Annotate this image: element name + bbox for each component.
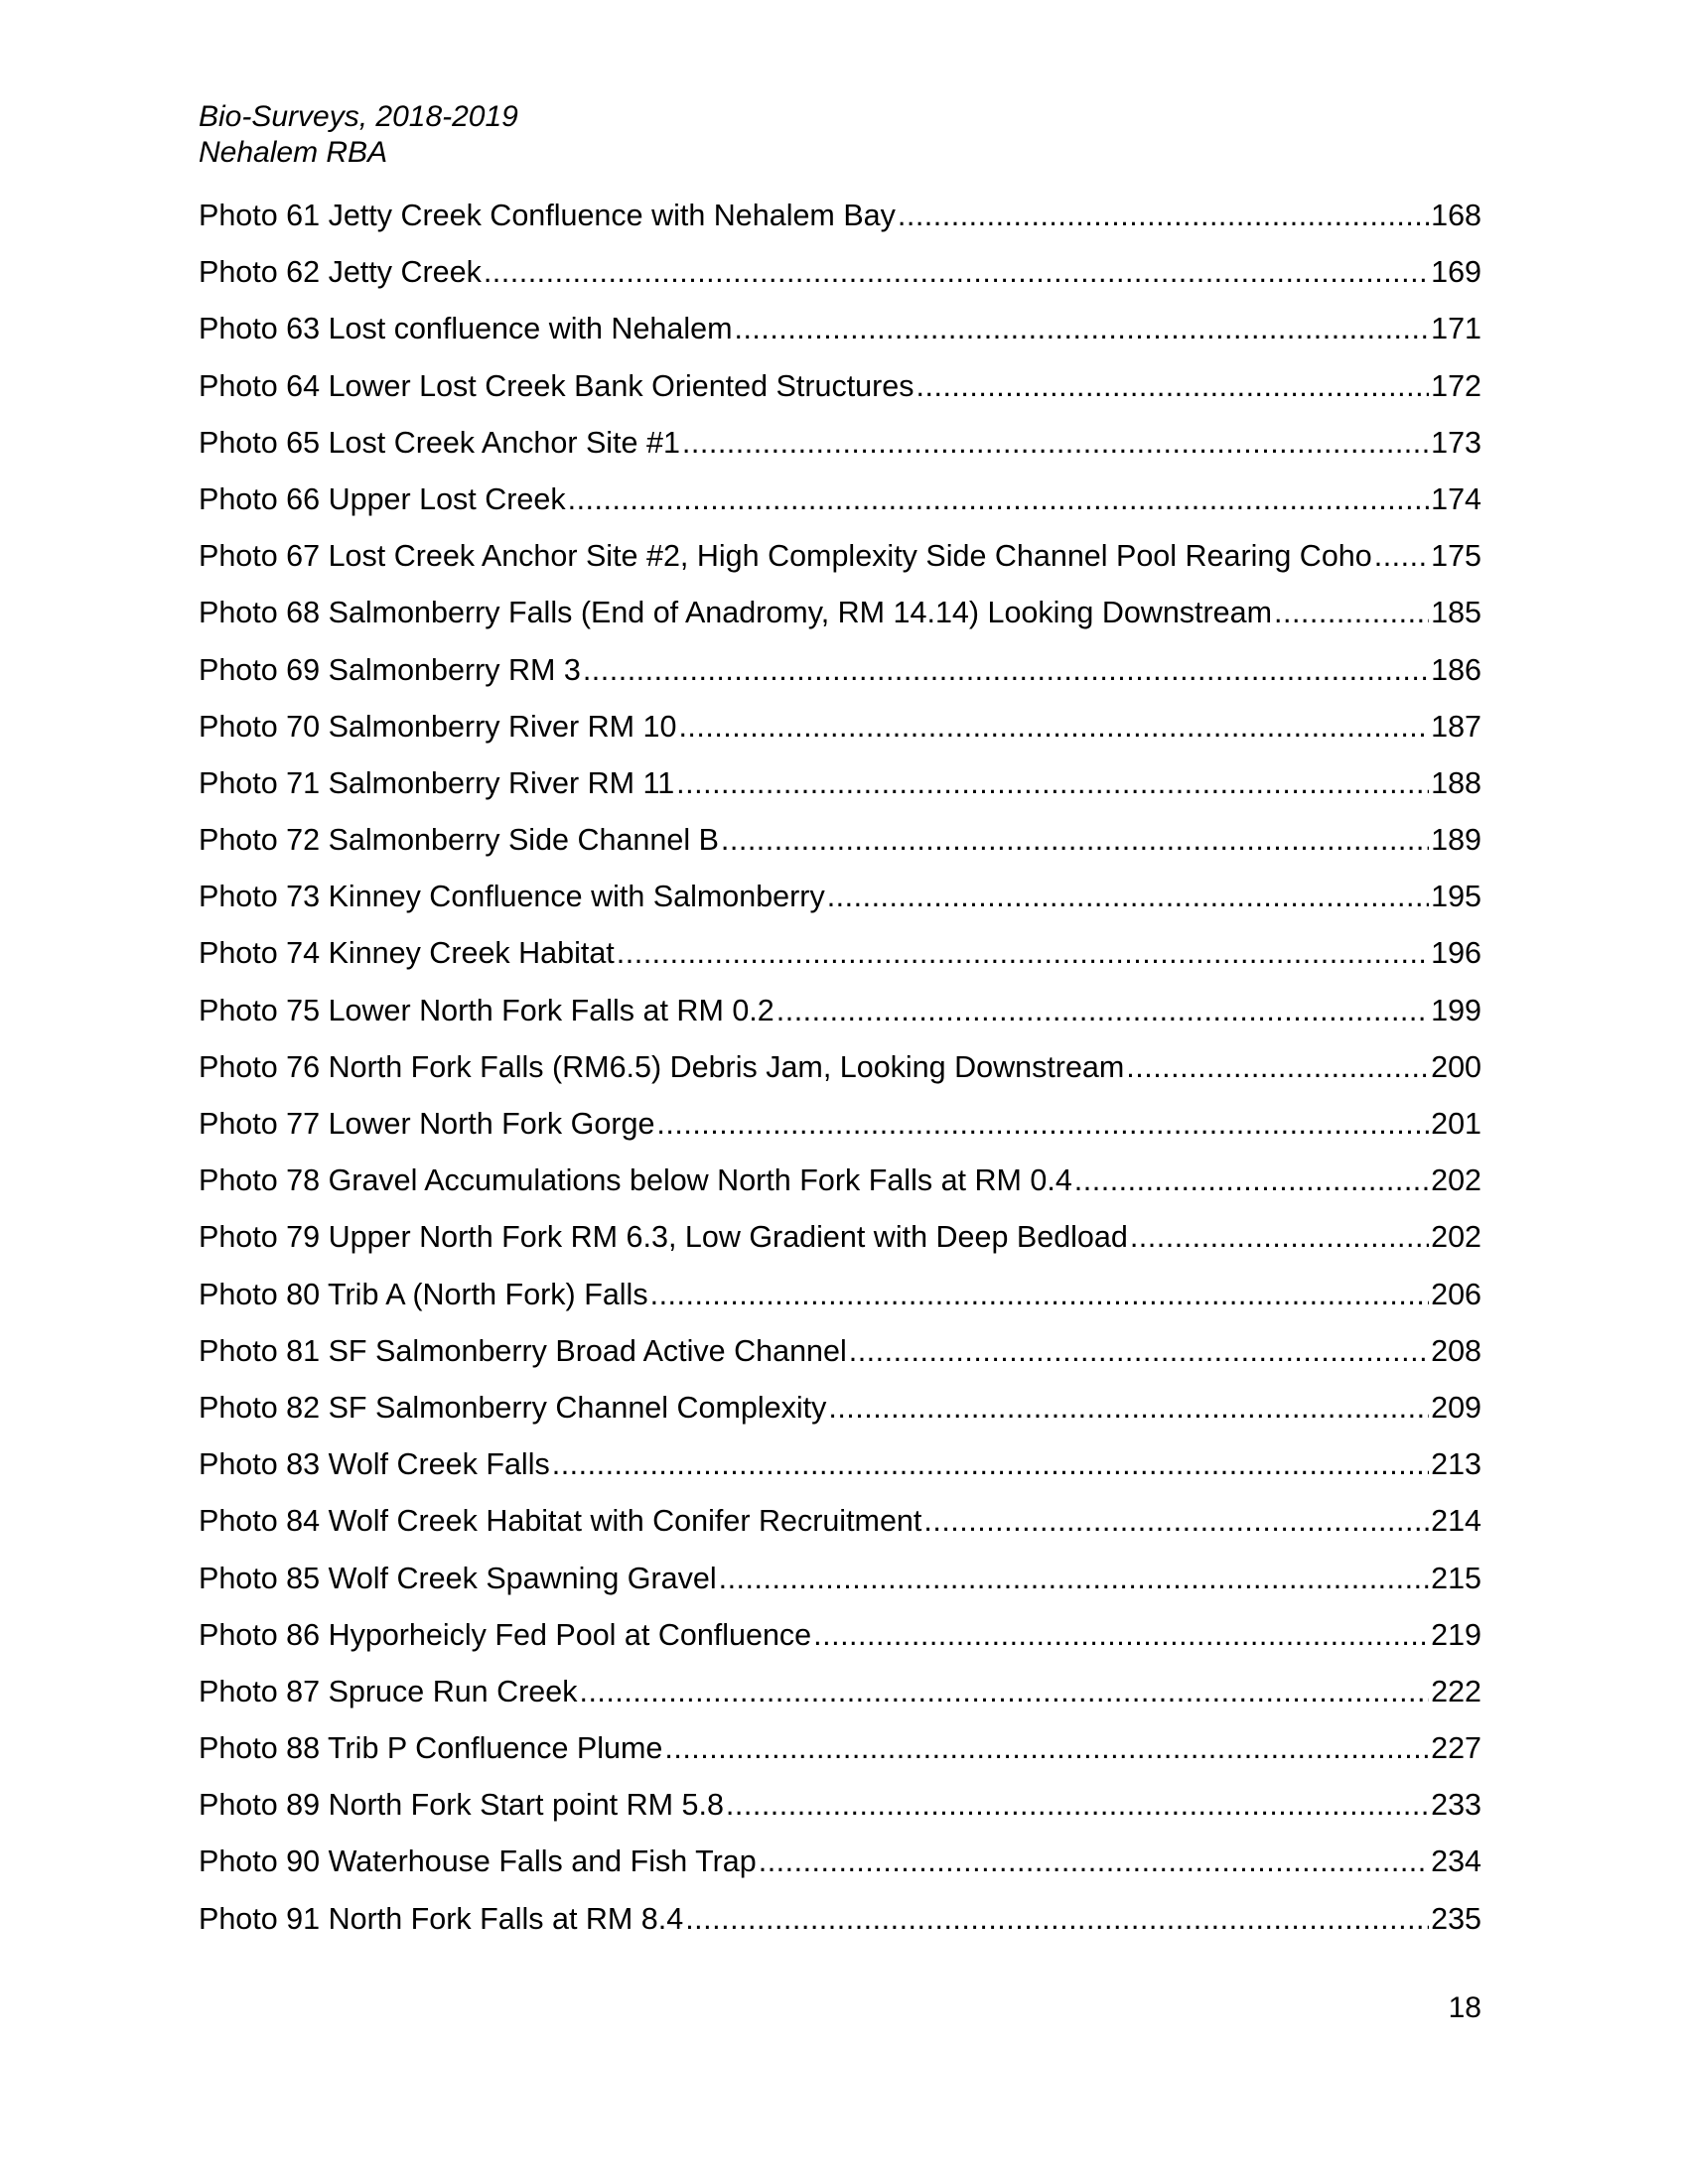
toc-entry-title: Photo 67 Lost Creek Anchor Site #2, High Complexity Side Channel Pool Rearing Coho [199, 539, 1372, 574]
toc-entry-page: 235 [1431, 1901, 1481, 1936]
dot-leader [719, 1559, 1430, 1598]
toc-entry-title: Photo 77 Lower North Fork Gorge [199, 1107, 655, 1141]
toc-entry-title: Photo 84 Wolf Creek Habitat with Conifer Recruitment [199, 1504, 922, 1539]
toc-entry[interactable] [199, 252, 1481, 309]
toc-entry-page: 188 [1431, 765, 1481, 800]
toc-entry[interactable] [199, 1104, 1481, 1160]
toc-entry[interactable] [199, 1275, 1481, 1331]
dot-leader [682, 423, 1429, 463]
dot-leader [583, 650, 1429, 690]
toc-entry-title: Photo 76 North Fork Falls (RM6.5) Debris Jam, Looking Downstream [199, 1049, 1125, 1084]
toc-entry-page: 206 [1431, 1277, 1481, 1311]
toc-entry-page: 201 [1431, 1107, 1481, 1141]
toc-entry-page: 213 [1431, 1447, 1481, 1482]
toc-entry[interactable] [199, 650, 1481, 707]
toc-entry[interactable] [199, 1842, 1481, 1898]
dot-leader [568, 479, 1430, 519]
dot-leader [721, 820, 1429, 860]
toc-entry[interactable] [199, 1785, 1481, 1842]
toc-entry-title: Photo 90 Waterhouse Falls and Fish Trap [199, 1844, 757, 1879]
toc-entry[interactable] [199, 1728, 1481, 1785]
dot-leader [656, 1104, 1429, 1144]
dot-leader [650, 1275, 1430, 1314]
toc-entry-title: Photo 91 North Fork Falls at RM 8.4 [199, 1901, 684, 1936]
toc-entry-page: 169 [1431, 255, 1481, 290]
toc-entry-page: 175 [1431, 539, 1481, 574]
toc-entry-page: 195 [1431, 880, 1481, 914]
toc-entry[interactable] [199, 366, 1481, 423]
toc-entry-title: Photo 83 Wolf Creek Falls [199, 1447, 550, 1482]
toc-entry-title: Photo 80 Trib A (North Fork) Falls [199, 1277, 648, 1311]
toc-entry[interactable] [199, 1899, 1481, 1956]
toc-entry[interactable] [199, 1331, 1481, 1388]
toc-entry-page: 186 [1431, 652, 1481, 687]
toc-entry-title: Photo 64 Lower Lost Creek Bank Oriented Structures [199, 368, 914, 403]
toc-entry-page: 215 [1431, 1561, 1481, 1595]
toc-entry[interactable] [199, 1444, 1481, 1501]
dot-leader [685, 1899, 1429, 1939]
dot-leader [678, 707, 1429, 747]
toc-entry-title: Photo 82 SF Salmonberry Channel Complexity [199, 1390, 827, 1425]
toc-entry[interactable] [199, 1047, 1481, 1104]
dot-leader [849, 1331, 1429, 1371]
toc-entry-page: 172 [1431, 368, 1481, 403]
dot-leader [776, 991, 1429, 1030]
toc-entry-page: 219 [1431, 1617, 1481, 1652]
toc-entry-title: Photo 69 Salmonberry RM 3 [199, 652, 581, 687]
toc-entry[interactable] [199, 1559, 1481, 1615]
toc-entry[interactable] [199, 1615, 1481, 1672]
toc-entry-title: Photo 78 Gravel Accumulations below North Fork Falls at RM 0.4 [199, 1163, 1072, 1198]
dot-leader [1126, 1047, 1429, 1087]
toc-entry-title: Photo 86 Hyporheicly Fed Pool at Confluence [199, 1617, 812, 1652]
toc-entry-page: 202 [1431, 1220, 1481, 1255]
toc-entry-page: 208 [1431, 1333, 1481, 1368]
toc-entry[interactable] [199, 820, 1481, 877]
dot-leader [726, 1785, 1429, 1825]
toc-entry-title: Photo 75 Lower North Fork Falls at RM 0.2 [199, 993, 774, 1027]
toc-entry-page: 200 [1431, 1049, 1481, 1084]
running-header [199, 99, 518, 171]
toc-entry[interactable] [199, 1217, 1481, 1274]
toc-entry-page: 233 [1431, 1788, 1481, 1823]
dot-leader [916, 366, 1430, 406]
toc-entry-page: 171 [1431, 312, 1481, 346]
dot-leader [1130, 1217, 1429, 1257]
toc-entry-title: Photo 89 North Fork Start point RM 5.8 [199, 1788, 724, 1823]
toc-entry[interactable] [199, 1672, 1481, 1728]
toc-entry-page: 202 [1431, 1163, 1481, 1198]
dot-leader [828, 1388, 1429, 1428]
toc-entry-page: 187 [1431, 709, 1481, 744]
toc-entry[interactable] [199, 196, 1481, 252]
dot-leader [552, 1444, 1429, 1484]
toc-entry-title: Photo 79 Upper North Fork RM 6.3, Low Gradient with Deep Bedload [199, 1220, 1128, 1255]
toc-entry[interactable] [199, 1501, 1481, 1558]
toc-entry[interactable] [199, 593, 1481, 649]
toc-entry-title: Photo 74 Kinney Creek Habitat [199, 936, 615, 971]
toc-entry[interactable] [199, 536, 1481, 593]
dot-leader [734, 309, 1429, 348]
dot-leader [923, 1501, 1429, 1541]
toc-entry[interactable] [199, 991, 1481, 1047]
dot-leader [1374, 536, 1429, 576]
toc-entry-title: Photo 85 Wolf Creek Spawning Gravel [199, 1561, 717, 1595]
toc-entry-page: 174 [1431, 481, 1481, 516]
toc-entry-page: 209 [1431, 1390, 1481, 1425]
toc-entry-title: Photo 72 Salmonberry Side Channel B [199, 823, 719, 858]
toc-entry-title: Photo 61 Jetty Creek Confluence with Nehalem Bay [199, 199, 896, 232]
dot-leader [1274, 593, 1429, 632]
toc-entry-title: Photo 73 Kinney Confluence with Salmonberry [199, 880, 825, 914]
toc-entry[interactable] [199, 309, 1481, 365]
toc-entry-title: Photo 71 Salmonberry River RM 11 [199, 765, 675, 800]
toc-entry-title: Photo 63 Lost confluence with Nehalem [199, 312, 733, 346]
toc-entry-title: Photo 65 Lost Creek Anchor Site #1 [199, 425, 680, 460]
toc-entry-page: 196 [1431, 936, 1481, 971]
toc-entry-title: Photo 68 Salmonberry Falls (End of Anadromy, RM 14.14) Looking Downstream [199, 596, 1273, 630]
toc-entry-page: 173 [1431, 425, 1481, 460]
dot-leader [617, 933, 1429, 973]
dot-leader [827, 877, 1429, 916]
toc-entry-page: 199 [1431, 993, 1481, 1027]
toc-entry-title: Photo 81 SF Salmonberry Broad Active Channel [199, 1333, 847, 1368]
toc-entry[interactable] [199, 423, 1481, 479]
dot-leader [579, 1672, 1429, 1711]
dot-leader [759, 1842, 1429, 1881]
header-report-title: Bio-Surveys, 2018-2019 [199, 100, 518, 133]
dot-leader [484, 252, 1429, 292]
toc-entry[interactable] [199, 933, 1481, 990]
toc-entry[interactable] [199, 707, 1481, 763]
toc-entry-title: Photo 62 Jetty Creek [199, 255, 482, 290]
page-number: 18 [1448, 1991, 1481, 2024]
toc-entry-page: 185 [1431, 596, 1481, 630]
toc-entry-page: 222 [1431, 1674, 1481, 1708]
toc-entry-title: Photo 66 Upper Lost Creek [199, 481, 566, 516]
toc-entry-page: 214 [1431, 1504, 1481, 1539]
toc-entry-page: 168 [1431, 199, 1481, 232]
dot-leader [898, 196, 1429, 235]
toc-entry-page: 234 [1431, 1844, 1481, 1879]
dot-leader [664, 1728, 1429, 1768]
toc-entry[interactable] [199, 1388, 1481, 1444]
toc-entry-title: Photo 87 Spruce Run Creek [199, 1674, 578, 1708]
toc-entry[interactable] [199, 1160, 1481, 1217]
header-basin-name: Nehalem RBA [199, 136, 388, 169]
toc-entry-page: 227 [1431, 1731, 1481, 1766]
toc-entry-title: Photo 88 Trib P Confluence Plume [199, 1731, 663, 1766]
dot-leader [676, 763, 1429, 803]
toc-entry-title: Photo 70 Salmonberry River RM 10 [199, 709, 677, 744]
toc-entry[interactable] [199, 479, 1481, 536]
list-of-photos [199, 196, 1481, 1956]
toc-entry[interactable] [199, 877, 1481, 933]
dot-leader [1074, 1160, 1429, 1200]
toc-entry[interactable] [199, 763, 1481, 820]
toc-entry-page: 189 [1431, 823, 1481, 858]
dot-leader [813, 1615, 1429, 1655]
